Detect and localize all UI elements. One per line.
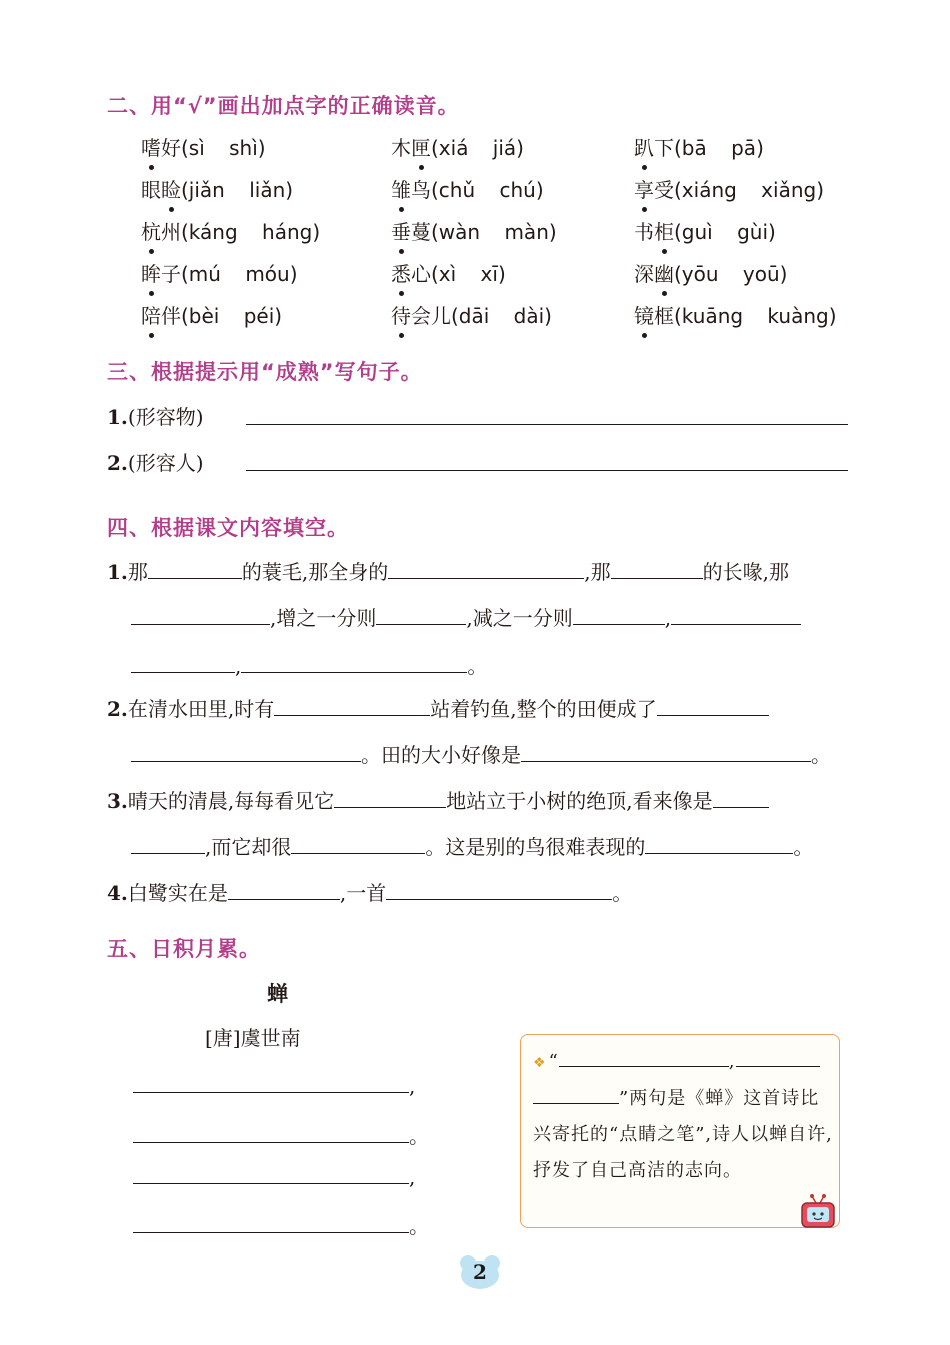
fill-blank[interactable] — [131, 760, 361, 762]
word-part: 受 — [654, 178, 674, 202]
text: 的蓑毛,那全身的 — [241, 560, 389, 584]
dotted-char — [141, 216, 161, 245]
q-number: 2. — [107, 451, 128, 475]
emphasis-dot-icon — [149, 333, 154, 338]
poem-line-2 — [133, 1120, 429, 1149]
dotted-char — [634, 132, 654, 161]
pinyin-item[interactable] — [391, 216, 557, 245]
fill-blank[interactable] — [573, 623, 665, 625]
dotted-char — [161, 174, 181, 203]
text: , — [664, 606, 672, 630]
fill-blank[interactable] — [376, 623, 466, 625]
pinyin-options[interactable]: (bèi péi) — [181, 304, 283, 328]
dotted-char-text: 趴 — [634, 136, 654, 160]
fill-blank[interactable] — [386, 898, 612, 900]
pinyin-options[interactable]: (yōu yoū) — [674, 262, 788, 286]
dotted-char — [391, 300, 411, 329]
fill-blank[interactable] — [645, 852, 793, 854]
tv-mascot-icon — [798, 1194, 838, 1230]
word-part: 木 — [391, 136, 411, 160]
dotted-char-text: 垂 — [391, 220, 411, 244]
emphasis-dot-icon — [399, 291, 404, 296]
pinyin-item[interactable] — [391, 258, 506, 287]
dotted-char-text: 镜 — [634, 304, 654, 328]
fill-blank[interactable] — [559, 1065, 729, 1067]
text: 的长喙,那 — [702, 560, 789, 584]
s4-q2-line2 — [131, 739, 831, 768]
text: ,而它却很 — [205, 835, 292, 859]
pinyin-options[interactable]: (mú móu) — [181, 262, 298, 286]
fill-blank[interactable] — [133, 1182, 409, 1184]
word-part: 州 — [161, 220, 181, 244]
pinyin-item[interactable] — [391, 174, 544, 203]
fill-blank[interactable] — [713, 806, 769, 808]
diamond-icon: ❖ — [533, 1055, 547, 1071]
emphasis-dot-icon — [149, 291, 154, 296]
emphasis-dot-icon — [399, 207, 404, 212]
word-part: 下 — [654, 136, 674, 160]
s4-q1-line3 — [131, 650, 487, 679]
pinyin-options[interactable]: (xiá jiá) — [431, 136, 524, 160]
q-number: 2. — [107, 697, 128, 721]
fill-blank[interactable] — [736, 1065, 820, 1067]
s4-q4-line1 — [107, 877, 632, 906]
s4-q3-line2 — [131, 831, 813, 860]
dotted-char — [391, 216, 411, 245]
fill-blank[interactable] — [131, 623, 270, 625]
page-number: 2 — [473, 1260, 487, 1284]
text: 地站立于小树的绝顶,看来像是 — [446, 789, 713, 813]
dotted-char — [391, 174, 411, 203]
emphasis-dot-icon — [662, 291, 667, 296]
pinyin-item[interactable] — [141, 300, 282, 329]
section3-q2 — [107, 447, 204, 476]
emphasis-dot-icon — [662, 249, 667, 254]
pinyin-item[interactable] — [141, 132, 266, 161]
text: 。这是别的鸟很难表现的 — [425, 835, 646, 859]
fill-blank[interactable] — [521, 760, 811, 762]
emphasis-dot-icon — [399, 249, 404, 254]
pinyin-options[interactable]: (chǔ chú) — [431, 178, 544, 202]
word-part: 子 — [161, 262, 181, 286]
pinyin-item[interactable] — [634, 174, 824, 203]
fill-blank[interactable] — [334, 806, 446, 808]
fill-blank[interactable] — [133, 1141, 409, 1143]
word-part: 心 — [411, 262, 431, 286]
emphasis-dot-icon — [419, 165, 424, 170]
text: , — [409, 1074, 416, 1098]
s4-q1-line1 — [107, 556, 789, 585]
hint-text: (形容物) — [127, 405, 204, 429]
pinyin-item[interactable] — [634, 258, 787, 287]
word-part: 伴 — [161, 304, 181, 328]
text: “ — [548, 1051, 559, 1072]
emphasis-dot-icon — [642, 165, 647, 170]
text: ,那 — [584, 560, 611, 584]
poem-title: 蝉 — [267, 981, 288, 1006]
text: 。 — [612, 881, 633, 905]
emphasis-dot-icon — [642, 333, 647, 338]
text: 那 — [127, 560, 148, 584]
text: ,增之一分则 — [270, 606, 377, 630]
text: 。田的大小好像是 — [361, 743, 521, 767]
text: 。 — [409, 1214, 429, 1238]
pinyin-item[interactable] — [141, 174, 293, 203]
fill-blank[interactable] — [291, 852, 425, 854]
pinyin-options[interactable]: (xiáng xiǎng) — [674, 178, 825, 202]
text: 白鹭实在是 — [127, 881, 228, 905]
fill-blank[interactable] — [133, 1231, 409, 1233]
poem-line-4 — [133, 1210, 429, 1239]
pinyin-options[interactable]: (bā pā) — [674, 136, 764, 160]
fill-blank[interactable] — [611, 577, 703, 579]
dotted-char-text: 眸 — [141, 262, 161, 286]
pinyin-options[interactable]: (guì gùi) — [674, 220, 776, 244]
section3-heading: 三、根据提示用“成熟”写句子。 — [107, 360, 423, 384]
text: 晴天的清晨,每每看见它 — [127, 789, 335, 813]
emphasis-dot-icon — [149, 165, 154, 170]
fill-blank[interactable] — [388, 577, 584, 579]
dotted-char-text: 待 — [391, 304, 411, 328]
answer-line[interactable] — [246, 470, 848, 471]
dotted-char — [141, 258, 161, 287]
fill-blank[interactable] — [131, 671, 235, 673]
text: 。 — [793, 835, 814, 859]
dotted-char-text: 享 — [634, 178, 654, 202]
section5-heading: 五、日积月累。 — [107, 937, 261, 961]
text: ,减之一分则 — [466, 606, 573, 630]
text: , — [728, 1051, 736, 1072]
answer-line[interactable] — [246, 424, 848, 425]
word-part: 眼 — [141, 178, 161, 202]
dotted-char-text: 雏 — [391, 178, 411, 202]
text: , — [235, 654, 242, 678]
dotted-char-text: 匣 — [411, 136, 431, 160]
hint-text: (形容人) — [127, 451, 204, 475]
section3-q1 — [107, 401, 204, 430]
word-part: 书 — [634, 220, 654, 244]
text: ,一首 — [339, 881, 387, 905]
q-number: 1. — [107, 405, 128, 429]
pinyin-item[interactable] — [391, 132, 524, 161]
text: 。 — [409, 1124, 429, 1148]
dotted-char — [391, 258, 411, 287]
dotted-char — [654, 258, 674, 287]
fill-blank[interactable] — [241, 671, 467, 673]
fill-blank[interactable] — [671, 623, 801, 625]
word-part: 框 — [654, 304, 674, 328]
tip-text — [533, 1044, 833, 1189]
text: 在清水田里,时有 — [127, 697, 275, 721]
emphasis-dot-icon — [642, 207, 647, 212]
pinyin-item[interactable] — [634, 300, 837, 329]
pinyin-options[interactable]: (dāi dài) — [451, 304, 552, 328]
dotted-char-text: 杭 — [141, 220, 161, 244]
text: 。 — [467, 654, 488, 678]
pinyin-options[interactable]: (sì shì) — [181, 136, 266, 160]
poem-author: [唐]虞世南 — [205, 1026, 301, 1050]
dotted-char-text: 嗜 — [141, 136, 161, 160]
dotted-char-text: 幽 — [654, 262, 674, 286]
fill-blank[interactable] — [148, 577, 242, 579]
fill-blank[interactable] — [228, 898, 340, 900]
pinyin-item[interactable] — [391, 300, 552, 329]
emphasis-dot-icon — [149, 249, 154, 254]
s4-q2-line1 — [107, 693, 769, 722]
text: 比兴寄托的“点睛之笔”,诗人以蝉自许,抒发了自己高洁的志向。 — [533, 1088, 833, 1181]
word-part: 好 — [161, 136, 181, 160]
pinyin-item[interactable] — [634, 216, 776, 245]
section2-heading: 二、用“√”画出加点字的正确读音。 — [107, 94, 460, 118]
q-number: 3. — [107, 789, 128, 813]
pinyin-options[interactable]: (jiǎn liǎn) — [181, 178, 294, 202]
dotted-char — [141, 300, 161, 329]
fill-blank[interactable] — [133, 1091, 409, 1093]
fill-blank[interactable] — [657, 714, 769, 716]
q-number: 1. — [107, 560, 128, 584]
word-part: 深 — [634, 262, 654, 286]
q-number: 4. — [107, 881, 128, 905]
pinyin-item[interactable] — [634, 132, 764, 161]
pinyin-options[interactable]: (kuāng kuàng) — [674, 304, 837, 328]
fill-blank[interactable] — [131, 852, 205, 854]
poem-line-3 — [133, 1165, 415, 1189]
pinyin-item[interactable] — [141, 216, 320, 245]
dotted-char — [634, 174, 654, 203]
text: 站着钓鱼,整个的田便成了 — [430, 697, 657, 721]
word-part: 会儿 — [411, 304, 451, 328]
text: ”两句是《蝉》这首诗 — [619, 1088, 801, 1109]
pinyin-item[interactable] — [141, 258, 298, 287]
s4-q3-line1 — [107, 785, 769, 814]
dotted-char-text: 睑 — [161, 178, 181, 202]
pinyin-options[interactable]: (káng háng) — [181, 220, 321, 244]
dotted-char-text: 柜 — [654, 220, 674, 244]
word-part: 蔓 — [411, 220, 431, 244]
dotted-char — [411, 132, 431, 161]
text: , — [409, 1165, 416, 1189]
emphasis-dot-icon — [169, 207, 174, 212]
section4-heading: 四、根据课文内容填空。 — [107, 516, 349, 540]
fill-blank[interactable] — [533, 1102, 619, 1104]
emphasis-dot-icon — [399, 333, 404, 338]
text: 。 — [811, 743, 831, 767]
poem-line-1 — [133, 1074, 415, 1098]
dotted-char — [654, 216, 674, 245]
pinyin-options[interactable]: (xì xī) — [431, 262, 506, 286]
word-part: 鸟 — [411, 178, 431, 202]
dotted-char — [141, 132, 161, 161]
pinyin-options[interactable]: (wàn màn) — [431, 220, 557, 244]
s4-q1-line2 — [131, 602, 801, 631]
dotted-char — [634, 300, 654, 329]
dotted-char-text: 悉 — [391, 262, 411, 286]
fill-blank[interactable] — [274, 714, 430, 716]
dotted-char-text: 陪 — [141, 304, 161, 328]
